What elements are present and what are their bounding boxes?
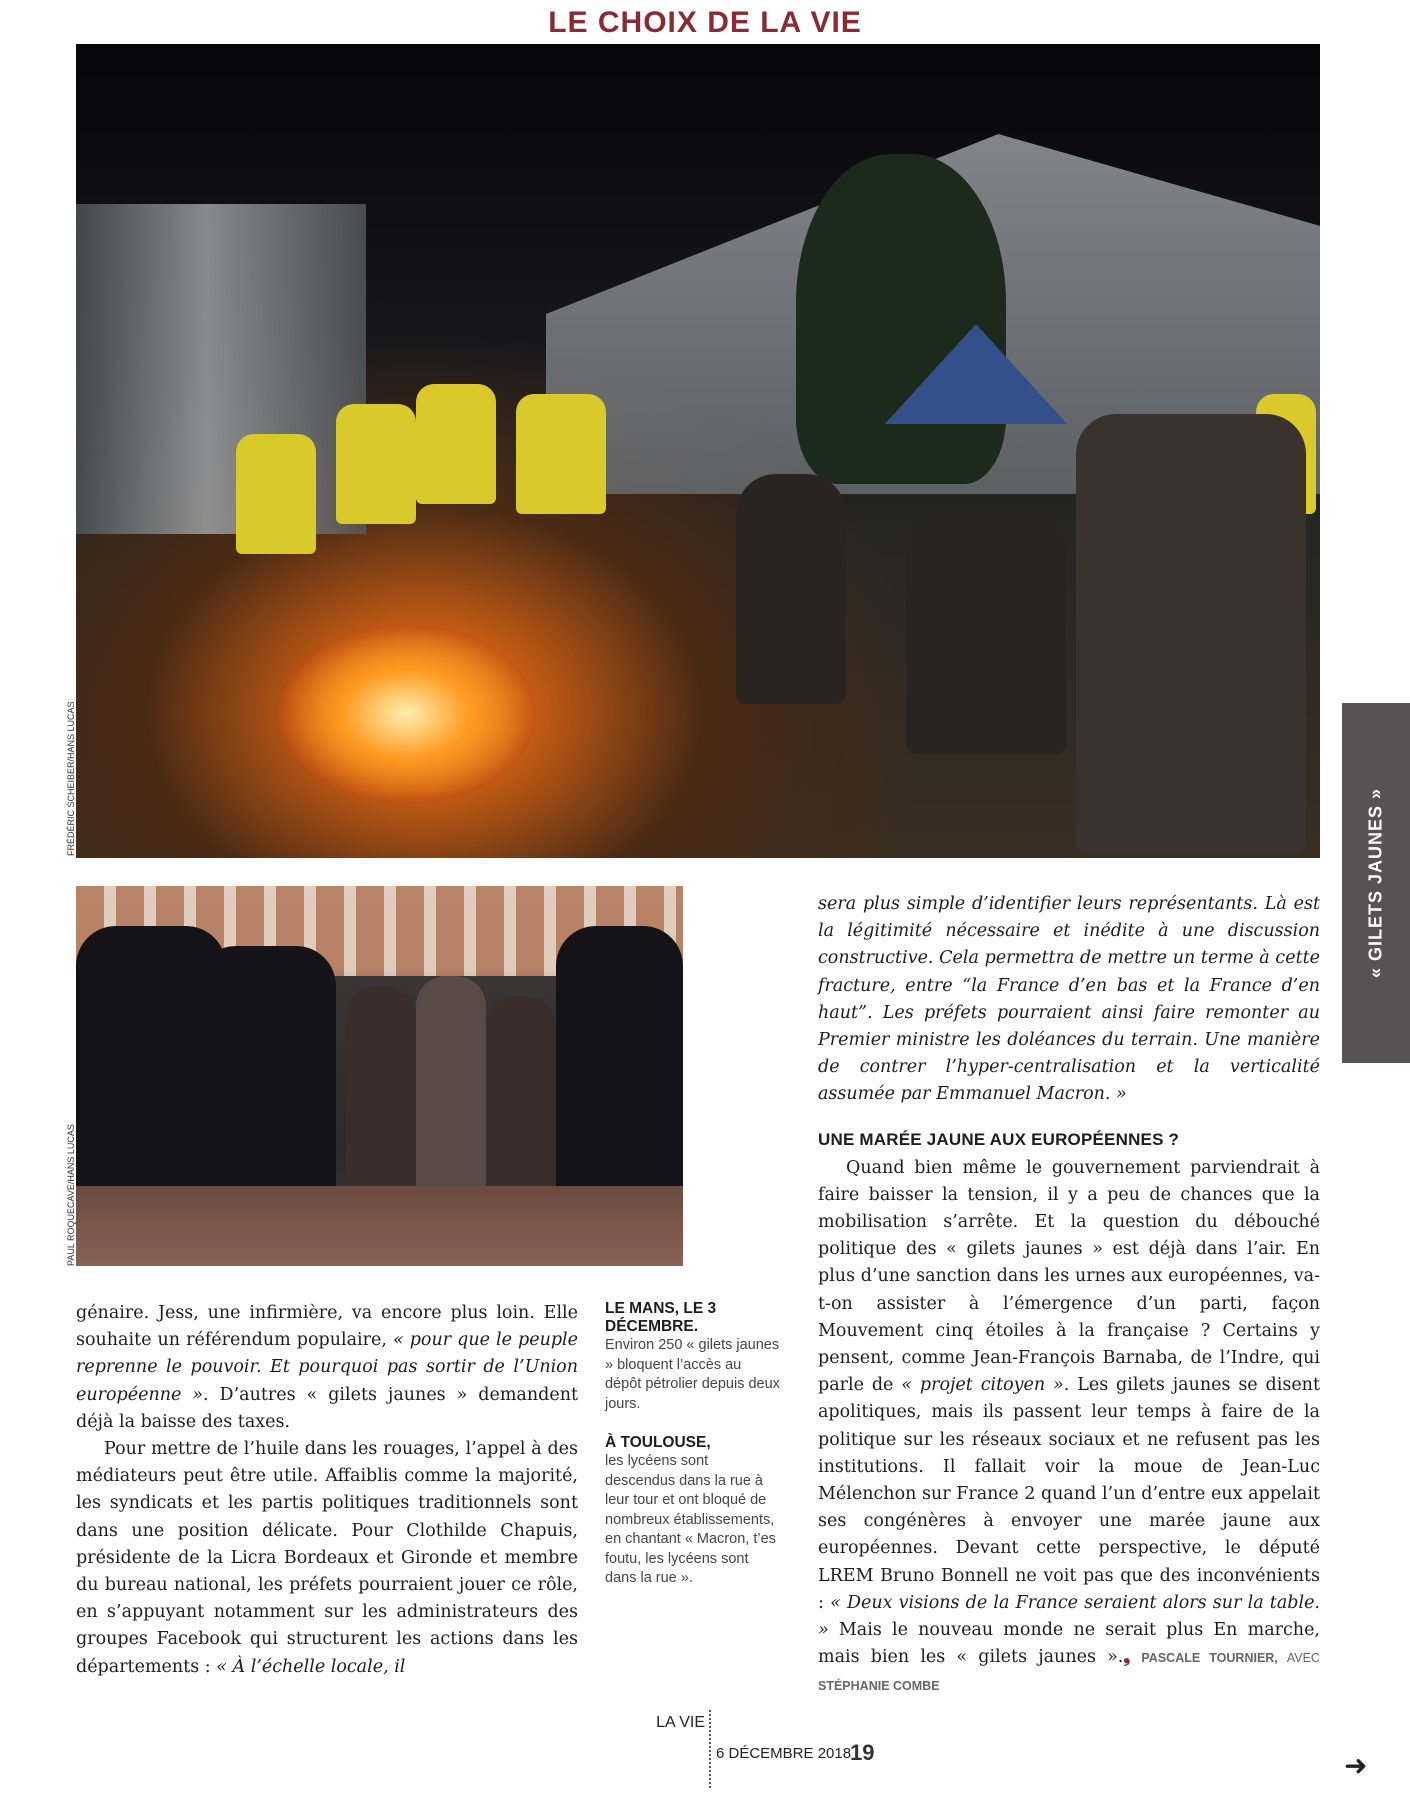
photo-captions xyxy=(605,1300,780,1609)
paragraph-quote: « À l’échelle locale, il xyxy=(216,1656,406,1677)
photo-ground-shape xyxy=(76,1186,683,1266)
next-page-arrow-icon[interactable]: ➜ xyxy=(1344,1749,1368,1782)
photo-tree-shape xyxy=(796,154,1006,484)
byline-avec: AVEC xyxy=(1286,1651,1320,1666)
paragraph-text: Quand bien même le gouvernement parviendrait à faire baisser la tension, il y a peu de chances que la mobilisation s’arrête. Et la question du débouché politique des « gilets jaunes » est déjà dans l’air. En plus d’une sanction dans les urnes aux européennes, va-t-on assister à l’émergence d’un parti, façon Mouvement cinq étoiles à la française ? Certains y pensent, comme Jean-François Barnaba, de l’Indre, qui parle de xyxy=(818,1157,1320,1396)
section-side-tab-label: « GILETS JAUNES » xyxy=(1365,787,1386,979)
end-of-article-icon: ❟ xyxy=(1123,1647,1131,1668)
article-paragraph xyxy=(818,891,1320,1109)
caption-body: Environ 250 « gilets jaunes » bloquent l’accès au dépôt pétrolier depuis deux jours. xyxy=(605,1337,780,1412)
paragraph-quote: sera plus simple d’identifier leurs représentants. Là est la légitimité nécessaire et inédite à une discussion constructive. Cela permettra de mettre un terme à cette fracture, entre “la France d’en bas et la France d’en haut”. Les préfets pourraient ainsi faire remonter au Premier ministre les doléances du terrain. Une manière de contrer l’hyper-centralisation et la verticalité assumée par Emmanuel Macron. » xyxy=(818,894,1320,1105)
page-header-title: LE CHOIX DE LA VIE xyxy=(548,6,862,39)
section-side-tab xyxy=(1342,703,1410,1063)
page-number: 19 xyxy=(850,1740,875,1765)
article-subheading: UNE MARÉE JAUNE AUX EUROPÉENNES ? xyxy=(818,1129,1180,1149)
photo-student-figure xyxy=(416,976,486,1206)
photo-student-figure xyxy=(486,996,556,1216)
paragraph-quote: « Deux visions de la France seraient alors sur la table. » xyxy=(818,1592,1320,1641)
caption-heading: À TOULOUSE, xyxy=(605,1434,711,1451)
caption-body: les lycéens sont descendus dans la rue à leur tour et ont bloqué de nombreux établissements, en chantant « Macron, t’es foutu, les lycéens sont dans la rue ». xyxy=(605,1453,776,1586)
coauthor-name: STÉPHANIE COMBE xyxy=(818,1679,940,1694)
photo-seated-figure xyxy=(736,474,846,704)
article-paragraph xyxy=(76,1300,578,1436)
main-photo-credit: FRÉDÉRIC SCHEIBER/HANS LUCAS xyxy=(66,701,76,856)
photo-tank-shape xyxy=(76,204,366,534)
footer-brand: LA VIE xyxy=(656,1714,705,1731)
paragraph-text: Pour mettre de l’huile dans les rouages, l’appel à des médiateurs peut être utile. Affaiblis comme la majorité, les syndicats et les partis politiques traditionnels sont dans une position délicate. Pour Clothilde Chapuis, présidente de la Licra Bordeaux et Gironde et membre du bureau national, les préfets pourraient jouer ce rôle, en s’appuyant notamment sur les administrateurs des groupes Facebook qui structurent les actions dans les départements : xyxy=(76,1439,578,1677)
paragraph-text: . Les gilets jaunes se disent apolitiques, mais ils passent leur temps à faire de la politique sur les réseaux sociaux et ne refusent pas les institutions. Il fallait voir la moue de Jean-Luc Mélenchon sur France 2 quand l’un d’entre eux appelait ses congénères à envoyer une marée jaune aux européennes. Devant cette perspective, le député LREM Bruno Bonnell ne voit pas que des inconvénients : xyxy=(818,1375,1320,1613)
footer-divider xyxy=(709,1710,711,1788)
photo-vest-figure xyxy=(236,434,316,554)
paragraph-quote: « projet citoyen » xyxy=(901,1375,1064,1396)
toulouse-students-photo xyxy=(76,886,683,1266)
paragraph-text: . D’autres « gilets jaunes » demandent déjà la baisse des taxes. xyxy=(76,1384,578,1432)
small-photo-credit: PAUL ROQUECAVE/HANS LUCAS xyxy=(66,1124,76,1266)
photo-foreground-figure xyxy=(1076,414,1306,854)
bonfire-protest-photo xyxy=(76,44,1320,858)
article-paragraph xyxy=(76,1436,578,1681)
photo-seated-figure xyxy=(906,514,1066,754)
article-paragraph xyxy=(818,1155,1320,1701)
article-left-column xyxy=(76,1300,578,1681)
photo-vest-figure xyxy=(336,404,416,524)
footer-date: 6 DÉCEMBRE 2018 xyxy=(716,1745,852,1762)
paragraph-quote: « pour que le peuple reprenne le pouvoir. Et pourquoi pas sortir de l’Union européenne » xyxy=(76,1330,578,1405)
photo-vest-figure xyxy=(516,394,606,514)
photo-fire-glow xyxy=(276,624,536,804)
page-footer xyxy=(640,1710,940,1790)
author-name: PASCALE TOURNIER, xyxy=(1141,1651,1278,1666)
caption-heading: LE MANS, LE 3 DÉCEMBRE. xyxy=(605,1300,717,1335)
photo-vest-figure xyxy=(416,384,496,504)
photo-student-figure xyxy=(346,986,416,1196)
article-right-column xyxy=(818,891,1320,1701)
paragraph-text: génaire. Jess, une infirmière, va encore plus loin. Elle souhaite un référendum populaire, xyxy=(76,1303,578,1351)
paragraph-text: Mais le nouveau monde ne serait plus En marche, mais bien les « gilets jaunes ». xyxy=(818,1620,1320,1668)
